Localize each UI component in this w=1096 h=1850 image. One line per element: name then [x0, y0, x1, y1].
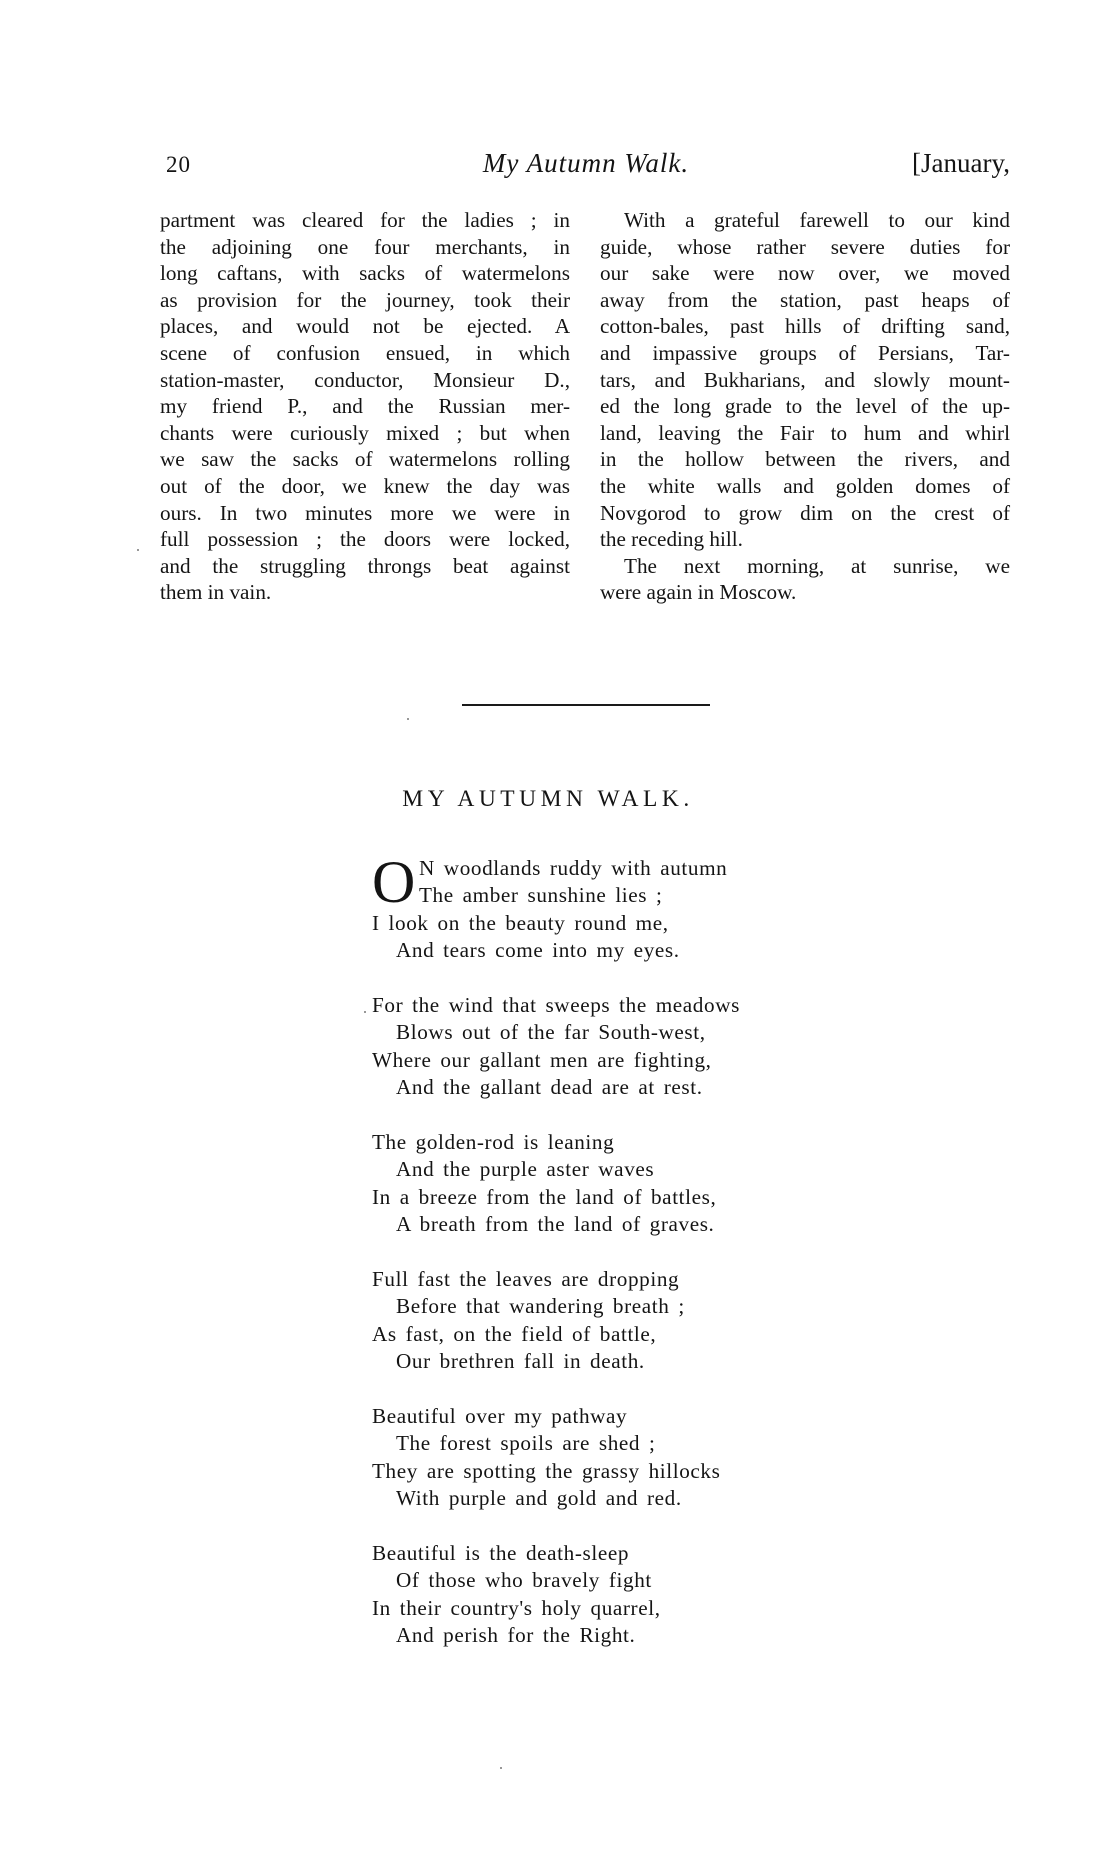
verse-line: The amber sunshine lies ;: [419, 883, 663, 908]
section-divider: [462, 704, 710, 706]
stanza-3: [372, 1129, 740, 1239]
text-line: scene of confusion ensued, in which: [160, 340, 570, 365]
text-line: The next morning, at sunrise, we: [624, 553, 1010, 578]
verse-line: With purple and gold and red.: [396, 1486, 682, 1511]
text-line: With a grateful farewell to our kind: [624, 208, 1010, 232]
verse-line: Beautiful over my pathway: [372, 1404, 628, 1429]
verse-line: Our brethren fall in death.: [396, 1349, 645, 1374]
verse-line: Of those who bravely fight: [396, 1568, 652, 1593]
stanza-1: [372, 849, 740, 965]
text-line: and the struggling throngs beat against: [160, 553, 570, 578]
text-line: land, leaving the Fair to hum and whirl: [600, 420, 1010, 445]
verse-line: For the wind that sweeps the meadows: [372, 993, 740, 1018]
verse-line: Blows out of the far South-west,: [396, 1020, 706, 1045]
text-line: in the hollow between the rivers, and: [600, 447, 1010, 472]
verse-line: N woodlands ruddy with autumn: [419, 856, 728, 880]
text-line: chants were curiously mixed ; but when: [160, 420, 570, 445]
verse-line: In a breeze from the land of battles,: [372, 1184, 717, 1209]
text-line: guide, whose rather severe duties for: [600, 234, 1010, 259]
text-line: station-master, conductor, Monsieur D.,: [160, 367, 570, 392]
stanza-4: [372, 1266, 740, 1376]
text-line: and impassive groups of Persians, Tar-: [600, 340, 1010, 365]
verse-line: And perish for the Right.: [396, 1623, 636, 1648]
text-line: cotton-bales, past hills of drifting sand,: [600, 314, 1010, 339]
verse-line: And the gallant dead are at rest.: [396, 1075, 703, 1100]
scan-speck: [137, 549, 139, 551]
left-column: [160, 207, 570, 606]
scan-speck: [407, 718, 409, 720]
text-line: out of the door, we knew the day was: [160, 473, 570, 498]
verse-line: Full fast the leaves are dropping: [372, 1267, 680, 1292]
verse-line: In their country's holy quarrel,: [372, 1595, 661, 1620]
verse-line: Before that wandering breath ;: [396, 1294, 685, 1319]
text-line: we saw the sacks of watermelons rolling: [160, 447, 570, 472]
text-line: the adjoining one four merchants, in: [160, 234, 570, 259]
verse-line: The forest spoils are shed ;: [396, 1431, 656, 1456]
text-line: tars, and Bukharians, and slowly mount-: [600, 367, 1010, 392]
right-column: [600, 207, 1010, 606]
text-line: long caftans, with sacks of watermelons: [160, 261, 570, 286]
verse-line: I look on the beauty round me,: [372, 910, 669, 935]
text-line: ed the long grade to the level of the up-: [600, 394, 1010, 419]
running-title: My Autumn Walk.: [482, 148, 690, 178]
text-line: were again in Moscow.: [600, 580, 797, 605]
verse-line: They are spotting the grassy hillocks: [372, 1458, 721, 1483]
page-number: 20: [166, 152, 191, 177]
verse-line: Beautiful is the death-sleep: [372, 1541, 630, 1566]
text-line: partment was cleared for the ladies ; in: [160, 208, 570, 232]
text-line: full possession ; the doors were locked,: [160, 527, 570, 552]
text-line: as provision for the journey, took their: [160, 287, 570, 312]
verse-line: A breath from the land of graves.: [396, 1212, 715, 1237]
text-line: places, and would not be ejected. A: [160, 314, 570, 339]
stanza-5: [372, 1403, 740, 1513]
running-head: [162, 148, 1010, 182]
verse-line: And the purple aster waves: [396, 1157, 655, 1182]
verse-line: Where our gallant men are fighting,: [372, 1047, 712, 1072]
text-line: the receding hill.: [600, 527, 743, 552]
text-line: the white walls and golden domes of: [600, 473, 1010, 498]
issue-date: [January,: [912, 148, 1010, 178]
verse-line: And tears come into my eyes.: [396, 938, 680, 963]
text-line: our sake were now over, we moved: [600, 261, 1010, 286]
verse-line: As fast, on the field of battle,: [372, 1321, 657, 1346]
poem-body: [372, 849, 740, 1677]
text-line: ours. In two minutes more we were in: [160, 500, 570, 525]
scan-speck: [500, 1767, 502, 1769]
text-line: away from the station, past heaps of: [600, 287, 1010, 312]
text-line: Novgorod to grow dim on the crest of: [600, 500, 1010, 525]
text-line: them in vain.: [160, 580, 272, 605]
poem-title: MY AUTUMN WALK.: [402, 786, 694, 812]
stanza-6: [372, 1540, 740, 1650]
drop-cap: O: [372, 849, 416, 915]
verse-line: The golden-rod is leaning: [372, 1130, 615, 1155]
text-line: my friend P., and the Russian mer-: [160, 394, 570, 419]
scan-speck: [364, 1011, 366, 1013]
stanza-2: [372, 992, 740, 1102]
